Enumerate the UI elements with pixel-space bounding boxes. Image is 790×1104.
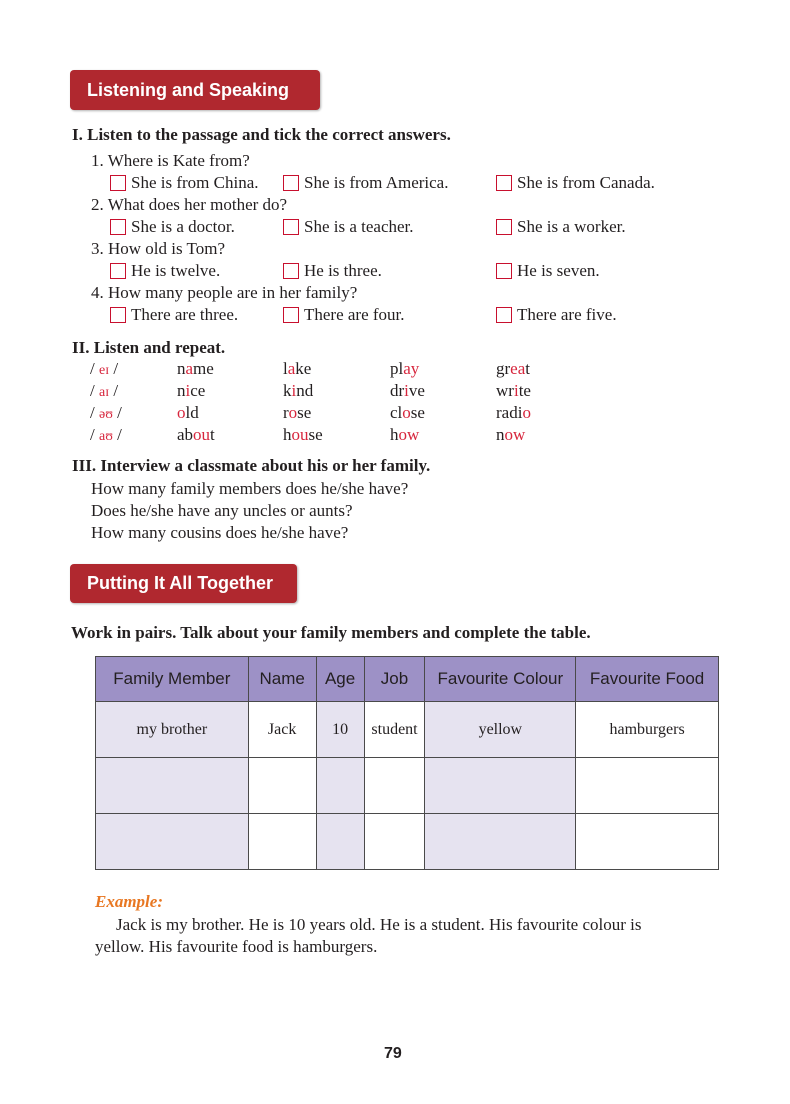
question: 3. How old is Tom? [91,239,226,258]
section-2-title: II. Listen and repeat. [72,338,226,357]
checkbox[interactable] [496,307,512,323]
highlighted-letters: o [522,403,531,422]
word-part: ld [185,403,199,422]
word-part: t [525,359,530,378]
highlighted-letters: o [177,403,186,422]
highlighted-letters: i [185,381,191,400]
table-row [96,758,719,814]
table-cell[interactable] [425,758,576,814]
section-1-title: I. Listen to the passage and tick the correct answers. [72,125,451,144]
section-banner-listening: Listening and Speaking [70,70,320,110]
table-cell[interactable] [364,814,425,870]
highlighted-letters: ow [504,425,526,444]
table-cell: Jack [248,702,316,758]
answer-option[interactable] [283,173,448,193]
option-label: He is twelve. [131,261,221,280]
table-cell: hamburgers [576,702,719,758]
answer-option[interactable] [496,305,617,325]
word-part: n [496,425,505,444]
column-header: Family Member [96,657,249,702]
checkbox[interactable] [110,307,126,323]
checkbox[interactable] [283,219,299,235]
word-part: dr [390,381,405,400]
checkbox[interactable] [496,175,512,191]
word-part: k [283,381,292,400]
table-cell[interactable] [316,814,364,870]
word-part: te [518,381,531,400]
phonetic-symbol: / aʊ / [90,425,122,444]
word-part: se [297,403,312,422]
word-part: n [177,381,186,400]
option-label: She is from Canada. [517,173,655,192]
checkbox[interactable] [110,175,126,191]
table-cell[interactable] [576,814,719,870]
table-cell[interactable] [316,758,364,814]
practice-word [177,359,214,379]
answer-option[interactable] [110,305,238,325]
answer-option[interactable] [110,173,259,193]
column-header: Name [248,657,316,702]
pairs-instruction: Work in pairs. Talk about your family members and complete the table. [71,623,591,642]
word-part: l [283,359,288,378]
option-label: She is a teacher. [304,217,414,236]
checkbox[interactable] [283,175,299,191]
highlighted-letters: i [513,381,519,400]
phonetic-symbol: / əʊ / [90,403,122,422]
checkbox[interactable] [283,263,299,279]
word-part: ke [295,359,312,378]
practice-word [177,381,205,401]
practice-word [283,359,311,379]
answer-option[interactable] [283,261,382,281]
word-part: wr [496,381,514,400]
phonetic-symbol: / eɪ / [90,359,119,378]
section-3-title: III. Interview a classmate about his or her family. [72,456,431,475]
answer-option[interactable] [496,173,655,193]
word-part: ve [408,381,425,400]
word-part: r [283,403,289,422]
family-table [95,656,719,870]
answer-option[interactable] [496,261,600,281]
practice-word [496,403,531,423]
question: 2. What does her mother do? [91,195,288,214]
example-text-2: yellow. His favourite food is hamburgers. [95,937,378,956]
highlighted-letters: ou [291,425,309,444]
highlighted-letters: o [288,403,298,422]
highlighted-letters: i [291,381,297,400]
highlighted-letters: a [287,359,296,378]
question: 1. Where is Kate from? [91,151,250,170]
word-part: radi [496,403,523,422]
table-cell: yellow [425,702,576,758]
example-text-1: Jack is my brother. He is 10 years old. He is a student. His favourite colour is [116,915,642,934]
example-label: Example: [95,892,163,911]
word-part: h [283,425,292,444]
option-label: There are five. [517,305,617,324]
practice-word [177,425,215,445]
column-header: Favourite Colour [425,657,576,702]
word-part: cl [390,403,403,422]
table-row [96,702,719,758]
interview-question: How many family members does he/she have? [91,479,409,498]
highlighted-letters: ou [193,425,211,444]
practice-word [283,403,311,423]
answer-option[interactable] [283,217,414,237]
practice-word [390,425,419,445]
word-part: nd [296,381,314,400]
practice-word [390,403,425,423]
checkbox[interactable] [283,307,299,323]
table-cell[interactable] [248,758,316,814]
word-part: me [193,359,214,378]
practice-word [496,425,525,445]
answer-option[interactable] [110,217,235,237]
sound-text: aɪ [98,385,110,400]
answer-option[interactable] [283,305,405,325]
table-cell[interactable] [96,758,249,814]
page-number: 79 [384,1045,402,1062]
option-label: There are three. [131,305,239,324]
word-part: h [390,425,399,444]
word-part: gr [496,359,511,378]
highlighted-letters: ow [398,425,420,444]
table-cell: my brother [96,702,249,758]
highlighted-letters: ea [510,359,526,378]
column-header: Favourite Food [576,657,719,702]
practice-word [283,381,313,401]
table-row [96,814,719,870]
column-header: Job [364,657,425,702]
phonetic-symbol: / aɪ / [90,381,119,400]
word-part: se [410,403,425,422]
practice-word [177,403,199,423]
question: 4. How many people are in her family? [91,283,358,302]
word-part: n [177,359,186,378]
checkbox[interactable] [110,263,126,279]
option-label: He is three. [304,261,382,280]
practice-word [496,381,531,401]
practice-word [390,359,419,379]
table-cell[interactable] [425,814,576,870]
word-part: t [210,425,215,444]
practice-word [390,381,425,401]
option-label: She is from China. [131,173,259,192]
answer-option[interactable] [110,261,220,281]
highlighted-letters: ay [403,359,420,378]
highlighted-letters: o [402,403,411,422]
sound-text: əʊ [98,407,113,422]
checkbox[interactable] [496,219,512,235]
table-cell[interactable] [96,814,249,870]
word-part: pl [390,359,404,378]
table-cell[interactable] [364,758,425,814]
highlighted-letters: a [185,359,194,378]
option-label: She is a doctor. [131,217,235,236]
highlighted-letters: i [404,381,409,400]
checkbox[interactable] [110,219,126,235]
practice-word [496,359,530,379]
table-cell[interactable] [248,814,316,870]
option-label: She is from America. [304,173,449,192]
option-label: There are four. [304,305,405,324]
table-cell: student [364,702,425,758]
interview-question: How many cousins does he/she have? [91,523,349,542]
option-label: She is a worker. [517,217,626,236]
table-cell: 10 [316,702,364,758]
word-part: ab [177,425,194,444]
sound-text: aʊ [98,429,113,444]
practice-word [283,425,323,445]
option-label: He is seven. [517,261,600,280]
table-cell[interactable] [576,758,719,814]
interview-question: Does he/she have any uncles or aunts? [91,501,353,520]
section-banner-together: Putting It All Together [70,564,297,603]
word-part: se [308,425,323,444]
sound-text: eɪ [98,363,110,378]
column-header: Age [316,657,364,702]
answer-option[interactable] [496,217,626,237]
checkbox[interactable] [496,263,512,279]
word-part: ce [190,381,206,400]
